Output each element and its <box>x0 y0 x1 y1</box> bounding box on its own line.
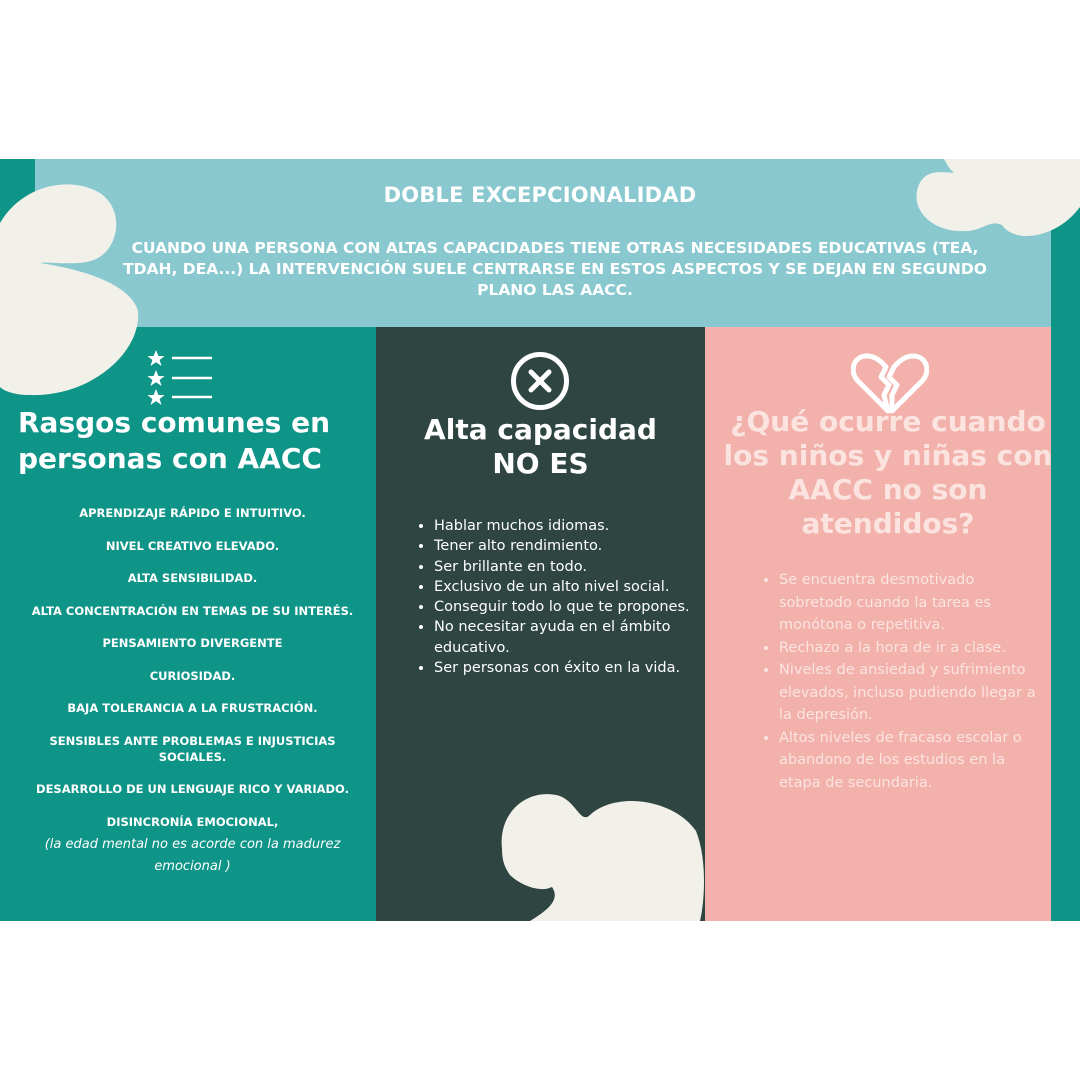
circle-x-icon <box>510 351 570 411</box>
blob-bottom-middle-decoration <box>490 781 710 921</box>
list-item: • Exclusivo de un alto nivel social. <box>434 577 704 597</box>
list-item: • Niveles de ansiedad y sufrimiento elevados, incluso pudiendo llegar a la depresión. <box>779 659 1049 727</box>
consequences-list <box>760 569 1049 794</box>
list-item: • Se encuentra desmotivado sobretodo cuando la tarea es monótona o repetitiva. <box>779 569 1049 637</box>
list-item: • Ser personas con éxito en la vida. <box>434 658 704 678</box>
header-title: DOBLE EXCEPCIONALIDAD <box>383 183 697 207</box>
trait-note: (la edad mental no es acorde con la madurez emocional ) <box>44 837 341 874</box>
infographic-card <box>0 159 1080 921</box>
list-item: SENSIBLES ANTE PROBLEMAS E INJUSTICIAS SOCIALES. <box>49 733 336 764</box>
list-item: ALTA SENSIBILIDAD. <box>127 571 258 585</box>
list-item: • Altos niveles de fracaso escolar o abandono de los estudios en la etapa de secundaria. <box>779 727 1049 795</box>
list-item: • Conseguir todo lo que te propones. <box>434 597 704 617</box>
list-item: • Hablar muchos idiomas. <box>434 516 704 536</box>
list-item: BAJA TOLERANCIA A LA FRUSTRACIÓN. <box>67 701 318 715</box>
middle-title-line2: NO ES <box>492 447 589 480</box>
list-item: APRENDIZAJE RÁPIDO E INTUITIVO. <box>79 506 306 520</box>
list-item: • Rechazo a la hora de ir a clase. <box>779 637 1049 660</box>
header-description: CUANDO UNA PERSONA CON ALTAS CAPACIDADES TIENE OTRAS NECESIDADES EDUCATIVAS (TEA, TDAH, DEA...) LA INTERVENCIÓN SUELE CENTRARSE EN ESTOS ASPECTOS Y SE DEJAN EN SEGUNDO PLANO LAS AACC. <box>123 239 987 299</box>
list-item: DISINCRONÍA EMOCIONAL, <box>106 814 279 829</box>
middle-title-line1: Alta capacidad <box>424 413 657 446</box>
list-item: NIVEL CREATIVO ELEVADO. <box>105 538 280 553</box>
middle-column-title <box>376 413 705 481</box>
list-item: • Tener alto rendimiento. <box>434 536 704 556</box>
list-item: • No necesitar ayuda en el ámbito educativo. <box>434 617 704 658</box>
not-is-list <box>415 516 704 678</box>
list-item: • Ser brillante en todo. <box>434 557 704 577</box>
list-item: DESARROLLO DE UN LENGUAJE RICO Y VARIADO. <box>36 782 349 796</box>
list-item: PENSAMIENTO DIVERGENTE <box>102 636 283 650</box>
star-list-icon <box>146 349 214 407</box>
right-column-title: ¿Qué ocurre cuando los niños y niñas con AACC no son atendidos? <box>723 405 1053 540</box>
list-item: ALTA CONCENTRACIÓN EN TEMAS DE SU INTERÉS. <box>31 603 354 618</box>
list-item: CURIOSIDAD. <box>149 668 236 683</box>
left-column-title: Rasgos comunes en personas con AACC <box>18 406 331 475</box>
traits-list <box>20 505 365 895</box>
